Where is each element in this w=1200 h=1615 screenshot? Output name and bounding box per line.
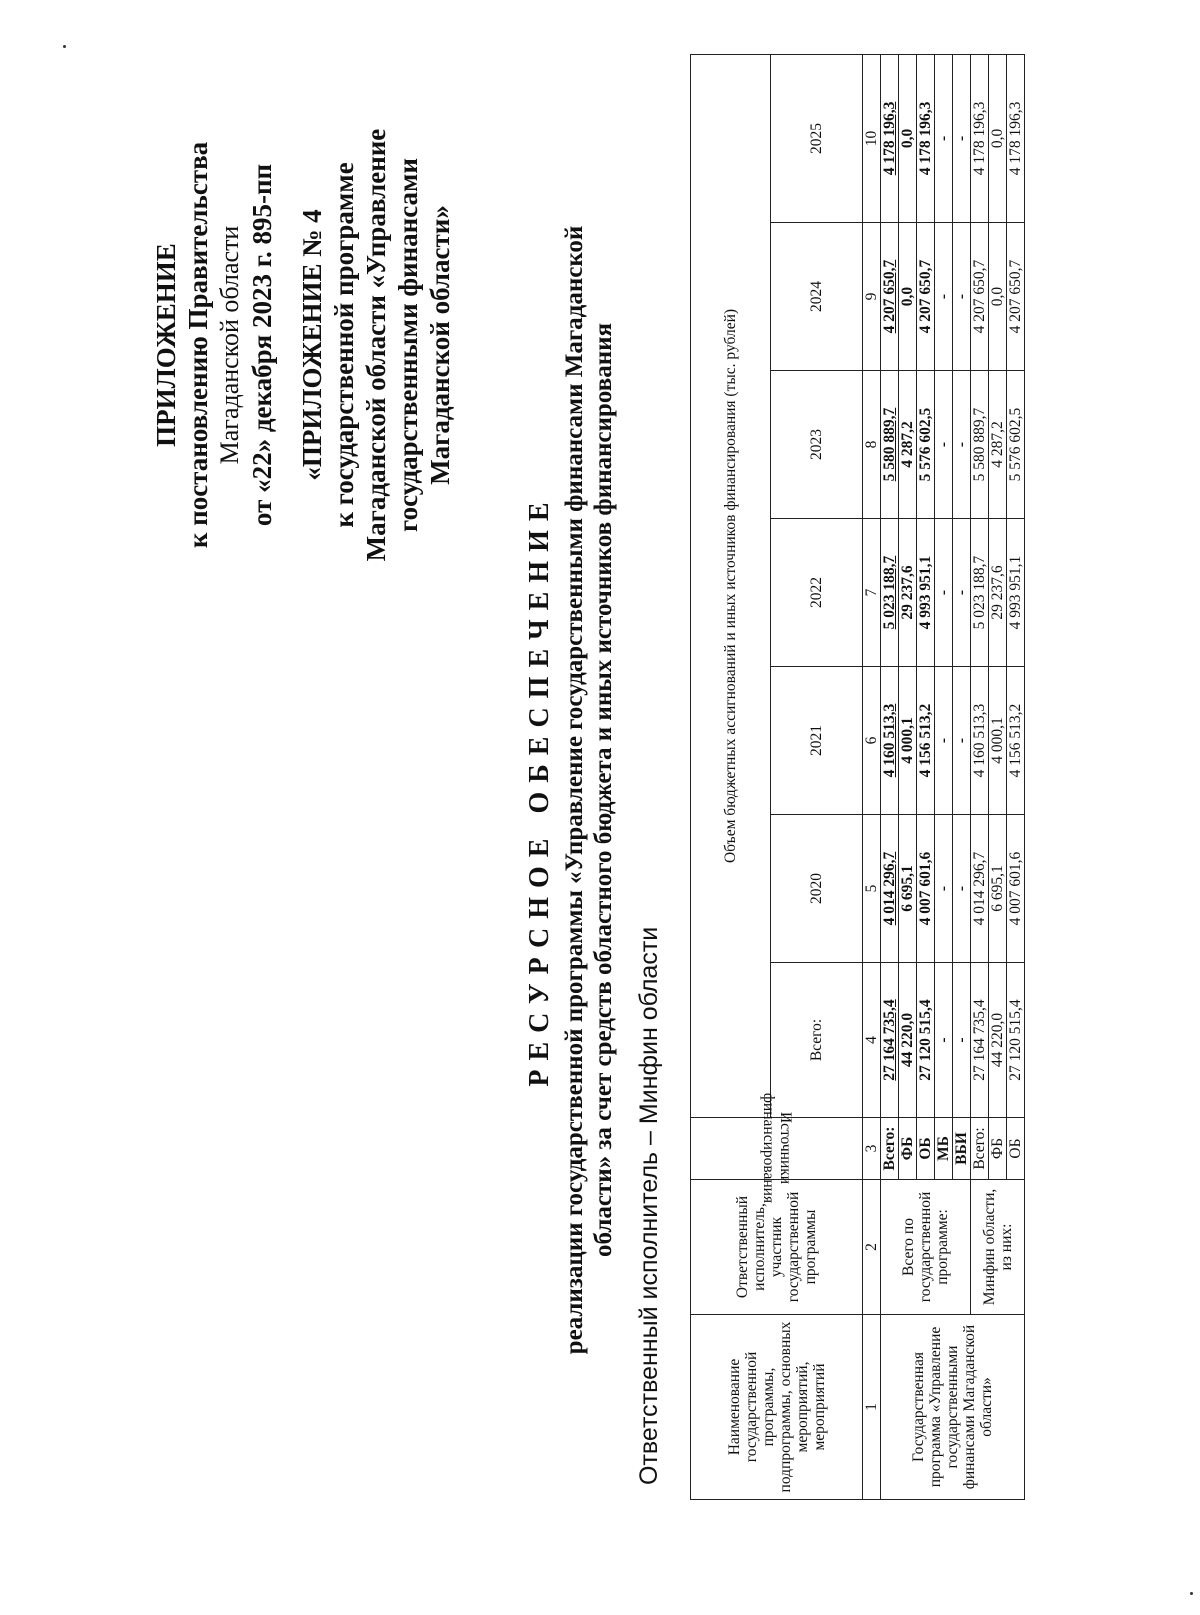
source-cell: Всего: bbox=[971, 1118, 989, 1180]
value-cell: 4 160 513,3 bbox=[971, 667, 989, 815]
value-cell: 5 576 602,5 bbox=[917, 371, 935, 519]
value-cell: 4 000,1 bbox=[899, 667, 917, 815]
value-cell: 29 237,6 bbox=[989, 519, 1007, 667]
scan-speck bbox=[63, 45, 66, 48]
program-name-cell: Государственная программа «Управление государственными финансами Магаданской области» bbox=[881, 1315, 1025, 1500]
responsible-executor: Ответственный исполнитель – Минфин области bbox=[635, 926, 663, 1485]
value-cell: - bbox=[953, 667, 971, 815]
title-sub: области» за счет средств областного бюджета и иных источников финансирования bbox=[590, 322, 617, 1258]
value-cell: 4 007 601,6 bbox=[1007, 815, 1025, 963]
value-cell: 4 014 296,7 bbox=[971, 815, 989, 963]
col-number: 10 bbox=[863, 54, 881, 222]
value-cell: - bbox=[935, 54, 953, 222]
source-cell: Всего: bbox=[881, 1118, 899, 1180]
source-cell: ФБ bbox=[899, 1118, 917, 1180]
value-cell: 0,0 bbox=[989, 223, 1007, 371]
document-title bbox=[520, 75, 618, 1505]
value-cell: 29 237,6 bbox=[899, 519, 917, 667]
col-number: 3 bbox=[863, 1118, 881, 1180]
col-number: 8 bbox=[863, 371, 881, 519]
value-cell: 6 695,1 bbox=[899, 815, 917, 963]
value-cell: 4 014 296,7 bbox=[881, 815, 899, 963]
value-cell: 4 207 650,7 bbox=[881, 223, 899, 371]
col-number: 1 bbox=[863, 1315, 881, 1500]
year-header: 2021 bbox=[771, 667, 863, 815]
col-header-name: Наименование государственной программы, подпрограммы, основных мероприятий, мероприятий bbox=[691, 1315, 863, 1500]
value-cell: 4 287,2 bbox=[899, 371, 917, 519]
value-cell: 4 993 951,1 bbox=[1007, 519, 1025, 667]
executor-cell: Минфин области, из них: bbox=[971, 1180, 1025, 1315]
year-header: 2023 bbox=[771, 371, 863, 519]
col-header-volume: Объем бюджетных ассигнований и иных источников финансирования (тыс. рублей) bbox=[691, 54, 771, 1117]
value-cell: - bbox=[953, 815, 971, 963]
executor-cell: Всего по государственной программе: bbox=[881, 1180, 971, 1315]
col-number: 2 bbox=[863, 1180, 881, 1315]
value-cell: 4 178 196,3 bbox=[1007, 54, 1025, 222]
value-cell: - bbox=[935, 519, 953, 667]
source-cell: ВБИ bbox=[953, 1118, 971, 1180]
value-cell: - bbox=[953, 54, 971, 222]
value-cell: 4 156 513,2 bbox=[1007, 667, 1025, 815]
header-line: от «22» декабря 2023 г. 895-пп bbox=[247, 163, 277, 527]
value-cell: 4 207 650,7 bbox=[1007, 223, 1025, 371]
value-cell: 4 000,1 bbox=[989, 667, 1007, 815]
value-cell: - bbox=[953, 371, 971, 519]
funding-table bbox=[690, 54, 1025, 1500]
scan-speck bbox=[1190, 1592, 1193, 1595]
header-line: Магаданской области «Управление bbox=[361, 128, 391, 562]
header-line: государственными финансами bbox=[393, 158, 423, 533]
source-cell: МБ bbox=[935, 1118, 953, 1180]
col-number: 7 bbox=[863, 519, 881, 667]
col-number: 4 bbox=[863, 963, 881, 1118]
value-cell: 0,0 bbox=[989, 54, 1007, 222]
source-cell: ОБ bbox=[917, 1118, 935, 1180]
col-header-executor: Ответственный исполнитель, участник государственной программы bbox=[691, 1180, 863, 1315]
value-cell: 4 993 951,1 bbox=[917, 519, 935, 667]
value-cell: - bbox=[935, 667, 953, 815]
value-cell: 27 164 735,4 bbox=[881, 963, 899, 1118]
col-number: 5 bbox=[863, 815, 881, 963]
value-cell: 4 287,2 bbox=[989, 371, 1007, 519]
value-cell: 27 120 515,4 bbox=[917, 963, 935, 1118]
value-cell: 5 580 889,7 bbox=[971, 371, 989, 519]
value-cell: 6 695,1 bbox=[989, 815, 1007, 963]
value-cell: 4 207 650,7 bbox=[917, 223, 935, 371]
value-cell: 5 576 602,5 bbox=[1007, 371, 1025, 519]
title-main: РЕСУРСНОЕ ОБЕСПЕЧЕНИЕ bbox=[524, 493, 555, 1087]
value-cell: 4 178 196,3 bbox=[917, 54, 935, 222]
header-line: Магаданской области» bbox=[425, 205, 455, 485]
value-cell: 5 580 889,7 bbox=[881, 371, 899, 519]
source-cell: ФБ bbox=[989, 1118, 1007, 1180]
value-cell: 44 220,0 bbox=[899, 963, 917, 1118]
col-number: 9 bbox=[863, 223, 881, 371]
value-cell: 5 023 188,7 bbox=[971, 519, 989, 667]
value-cell: - bbox=[935, 223, 953, 371]
value-cell: 44 220,0 bbox=[989, 963, 1007, 1118]
table-row bbox=[881, 54, 899, 1499]
value-cell: - bbox=[953, 963, 971, 1118]
value-cell: 4 160 513,3 bbox=[881, 667, 899, 815]
col-header-sources bbox=[691, 1093, 863, 1204]
value-cell: 4 178 196,3 bbox=[881, 54, 899, 222]
header-line: ПРИЛОЖЕНИЕ bbox=[151, 243, 181, 447]
header-line: «ПРИЛОЖЕНИЕ № 4 bbox=[297, 209, 327, 481]
value-cell: - bbox=[935, 963, 953, 1118]
value-cell: - bbox=[935, 371, 953, 519]
source-cell: ОБ bbox=[1007, 1118, 1025, 1180]
value-cell: - bbox=[935, 815, 953, 963]
year-header: 2020 bbox=[771, 815, 863, 963]
col-header-sources-text: Источники финансирования bbox=[759, 1093, 794, 1204]
col-header-total: Всего: bbox=[771, 963, 863, 1118]
col-number: 6 bbox=[863, 667, 881, 815]
value-cell: 0,0 bbox=[899, 54, 917, 222]
header-line: Магаданской области bbox=[215, 225, 244, 465]
value-cell: 4 156 513,2 bbox=[917, 667, 935, 815]
value-cell: - bbox=[953, 519, 971, 667]
value-cell: 27 120 515,4 bbox=[1007, 963, 1025, 1118]
value-cell: 4 207 650,7 bbox=[971, 223, 989, 371]
approval-header bbox=[150, 115, 456, 575]
value-cell: 27 164 735,4 bbox=[971, 963, 989, 1118]
year-header: 2024 bbox=[771, 223, 863, 371]
header-line: к постановлению Правительства bbox=[183, 141, 213, 549]
year-header: 2025 bbox=[771, 54, 863, 222]
table-row bbox=[971, 54, 989, 1499]
value-cell: 4 007 601,6 bbox=[917, 815, 935, 963]
value-cell: - bbox=[953, 223, 971, 371]
header-line: к государственной программе bbox=[329, 162, 359, 528]
year-header: 2022 bbox=[771, 519, 863, 667]
value-cell: 4 178 196,3 bbox=[971, 54, 989, 222]
title-sub: реализации государственной программы «Управление государственными финансами Магаданской bbox=[561, 225, 588, 1355]
value-cell: 5 023 188,7 bbox=[881, 519, 899, 667]
value-cell: 0,0 bbox=[899, 223, 917, 371]
